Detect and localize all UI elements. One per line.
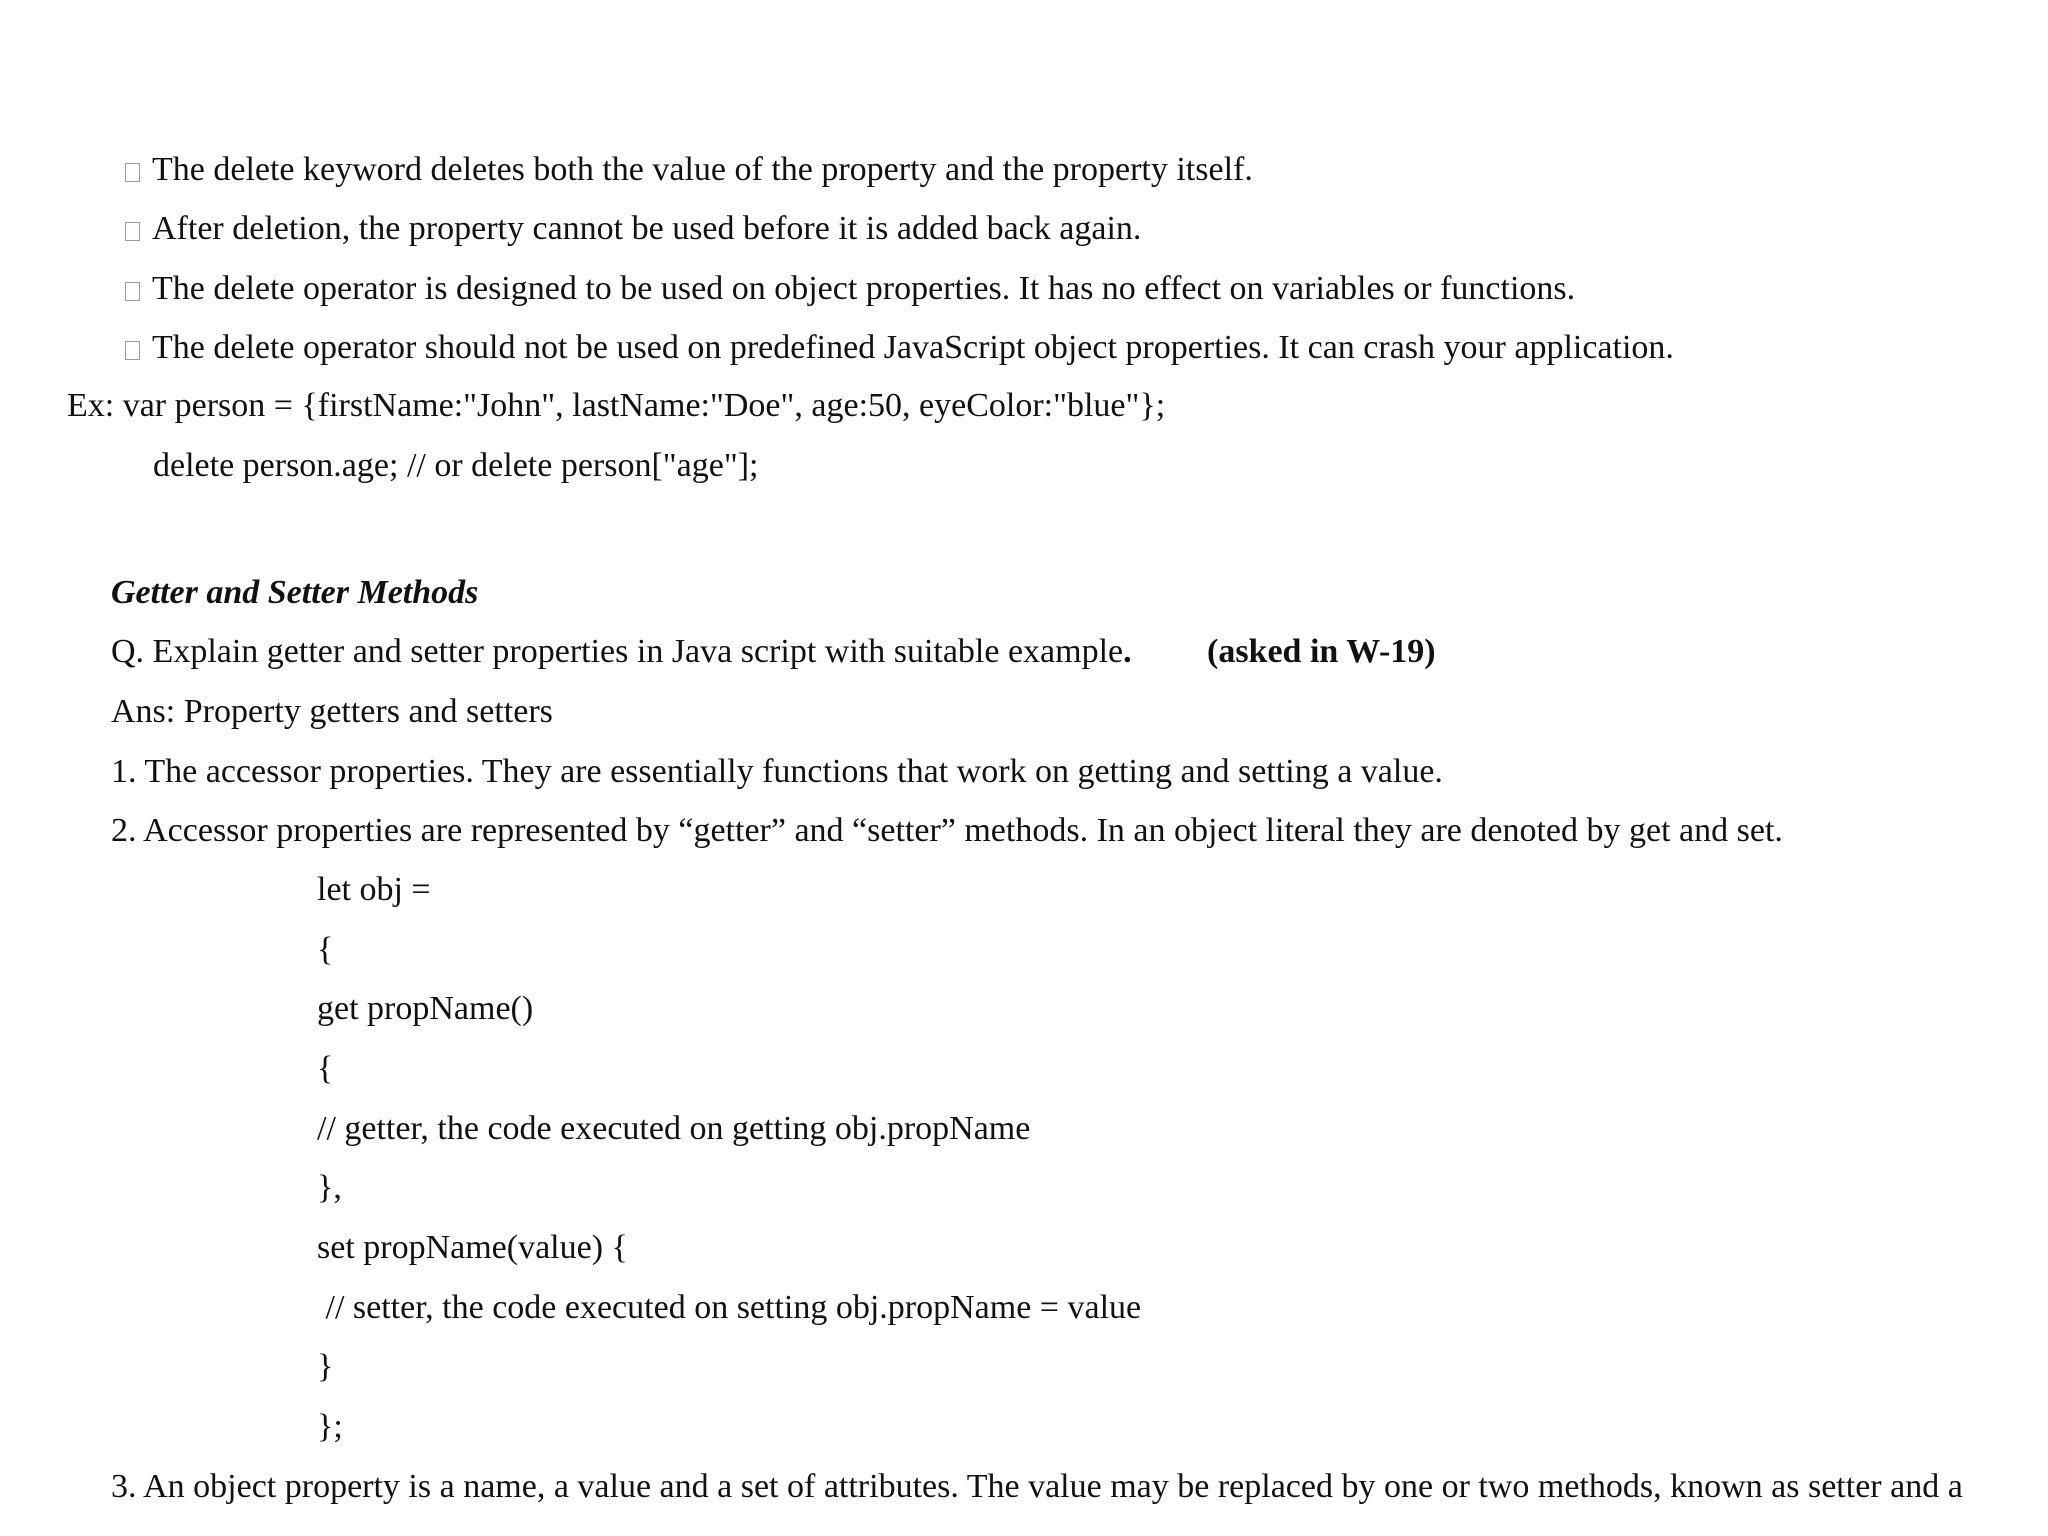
checkbox-bullet-icon — [125, 222, 140, 241]
point-1: 1. The accessor properties. They are essentially functions that work on getting and setting a value. — [111, 753, 1443, 790]
code-line: { — [317, 1050, 334, 1087]
point-3: 3. An object property is a name, a value and a set of attributes. The value may be replaced by one or two methods, known as setter and a — [111, 1468, 1963, 1505]
asked-tag: (asked in W-19) — [1207, 633, 1436, 670]
example-line: Ex: var person = {firstName:"John", lastName:"Doe", age:50, eyeColor:"blue"}; — [67, 387, 1166, 424]
bullet-item — [125, 269, 1575, 309]
code-line: } — [317, 1348, 334, 1385]
point-2: 2. Accessor properties are represented by “getter” and “setter” methods. In an object literal they are denoted by get and set. — [111, 812, 1783, 849]
bullet-text: The delete operator should not be used on predefined JavaScript object properties. It can crash your application. — [152, 329, 1674, 366]
bullet-text: The delete keyword deletes both the value of the property and the property itself. — [152, 151, 1253, 188]
code-line: set propName(value) { — [317, 1229, 628, 1266]
section-heading: Getter and Setter Methods — [111, 574, 479, 611]
bullet-item — [125, 150, 1253, 190]
question-end: . — [1123, 633, 1132, 670]
bullet-text: The delete operator is designed to be used on object properties. It has no effect on variables or functions. — [152, 270, 1576, 307]
code-line: }, — [317, 1169, 342, 1206]
checkbox-bullet-icon — [125, 282, 140, 301]
question-line — [111, 632, 1132, 672]
answer-line: Ans: Property getters and setters — [111, 693, 553, 730]
code-line: let obj = — [317, 871, 431, 908]
question-text: Q. Explain getter and setter properties in Java script with suitable example — [111, 633, 1124, 670]
example-code-line: delete person.age; // or delete person["age"]; — [153, 447, 759, 484]
code-line: // setter, the code executed on setting obj.propName = value — [317, 1289, 1142, 1326]
code-line: get propName() — [317, 990, 534, 1027]
code-line: // getter, the code executed on getting obj.propName — [317, 1110, 1031, 1147]
code-line: }; — [317, 1408, 343, 1445]
bullet-item — [125, 209, 1141, 249]
checkbox-bullet-icon — [125, 341, 140, 360]
code-line: { — [317, 931, 334, 968]
bullet-text: After deletion, the property cannot be used before it is added back again. — [152, 210, 1142, 247]
checkbox-bullet-icon — [125, 163, 140, 182]
bullet-item — [125, 328, 1674, 368]
